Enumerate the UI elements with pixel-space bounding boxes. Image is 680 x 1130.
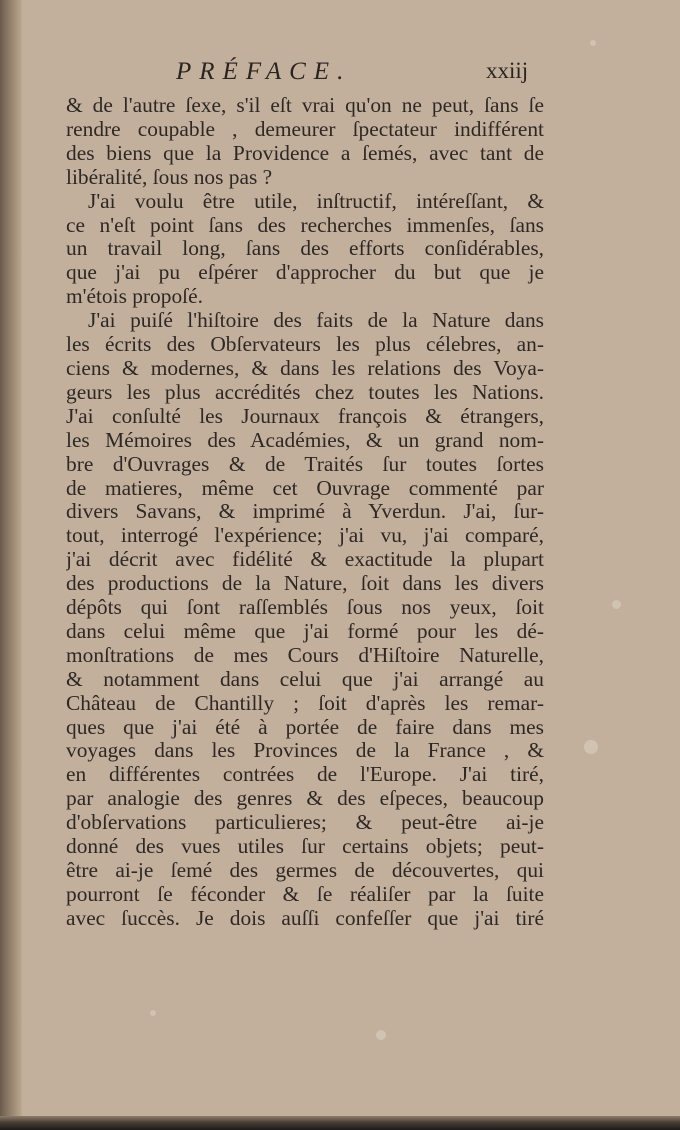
text-line: par analogie des genres & des eſpeces, beaucoup	[66, 787, 544, 811]
text-line: ce n'eſt point ſans des recherches immenſes, ſans	[66, 213, 544, 237]
text-line: être ai-je ſemé des germes de découvertes, qui	[66, 859, 544, 882]
text-line: de matieres, même cet Ouvrage commenté par	[66, 476, 544, 500]
page-number: xxiij	[486, 58, 529, 83]
paper-speckle	[612, 600, 621, 609]
text-line: m'étois propoſé.	[66, 285, 203, 309]
text-line: en différentes contrées de l'Europe. J'ai tiré,	[66, 763, 544, 787]
running-title: PRÉFACE.	[176, 58, 352, 85]
text-line: des biens que la Providence a ſemés, avec tant de	[66, 141, 544, 165]
page-header	[0, 56, 680, 96]
paper-speckle	[376, 1030, 386, 1040]
text-line: ciens & modernes, & dans les relations des Voya-	[66, 356, 544, 380]
text-line: d'obſervations particulieres; & peut-être ai-je	[66, 811, 544, 835]
text-line: J'ai puiſé l'hiſtoire des faits de la Nature dans	[88, 309, 544, 333]
text-line: dans celui même que j'ai formé pour les dé-	[66, 619, 544, 643]
text-line: voyages dans les Provinces de la France , &	[66, 739, 544, 763]
text-line: geurs les plus accrédités chez toutes les Nations.	[66, 380, 544, 404]
paper-speckle	[150, 1010, 156, 1016]
text-line: avec ſuccès. Je dois auſſi confeſſer que j'ai tiré	[66, 906, 544, 930]
text-line: rendre coupable , demeurer ſpectateur indifférent	[66, 117, 544, 141]
text-line: divers Savans, & imprimé à Yverdun. J'ai, ſur-	[66, 500, 544, 524]
paper-speckle	[584, 740, 598, 754]
text-line: bre d'Ouvrages & de Traités ſur toutes ſortes	[66, 452, 544, 476]
text-line: & notamment dans celui que j'ai arrangé au	[66, 667, 544, 691]
paper-speckle	[590, 40, 596, 46]
text-line: j'ai décrit avec fidélité & exactitude la plupart	[66, 548, 544, 572]
text-line: donné des vues utiles ſur certains objets; peut-	[66, 835, 544, 859]
page-gutter	[0, 0, 22, 1130]
text-line: & de l'autre ſexe, s'il eſt vrai qu'on ne peut, ſans ſe	[66, 94, 544, 117]
text-line: que j'ai pu eſpérer d'approcher du but que je	[66, 261, 544, 285]
text-line: ques que j'ai été à portée de faire dans mes	[66, 715, 544, 739]
text-line: les Mémoires des Académies, & un grand nom-	[66, 428, 544, 452]
page-bottom-edge	[0, 1116, 680, 1130]
text-line: Château de Chantilly ; ſoit d'après les remar-	[66, 691, 544, 715]
text-line: libéralité, ſous nos pas ?	[66, 165, 273, 189]
text-line: des productions de la Nature, ſoit dans les divers	[66, 572, 544, 596]
text-line: un travail long, ſans des efforts conſidérables,	[66, 237, 544, 261]
text-line: les écrits des Obſervateurs les plus célebres, an-	[66, 333, 544, 357]
text-line: tout, interrogé l'expérience; j'ai vu, j'ai comparé,	[66, 524, 544, 548]
text-line: pourront ſe féconder & ſe réaliſer par la ſuite	[66, 882, 544, 906]
text-line: J'ai voulu être utile, inſtructif, intéreſſant, &	[88, 189, 544, 213]
text-line: monſtrations de mes Cours d'Hiſtoire Naturelle,	[66, 643, 544, 667]
text-line: J'ai conſulté les Journaux françois & étrangers,	[66, 404, 544, 428]
text-line: dépôts qui ſont raſſemblés ſous nos yeux, ſoit	[66, 596, 544, 620]
body-text	[66, 94, 544, 931]
